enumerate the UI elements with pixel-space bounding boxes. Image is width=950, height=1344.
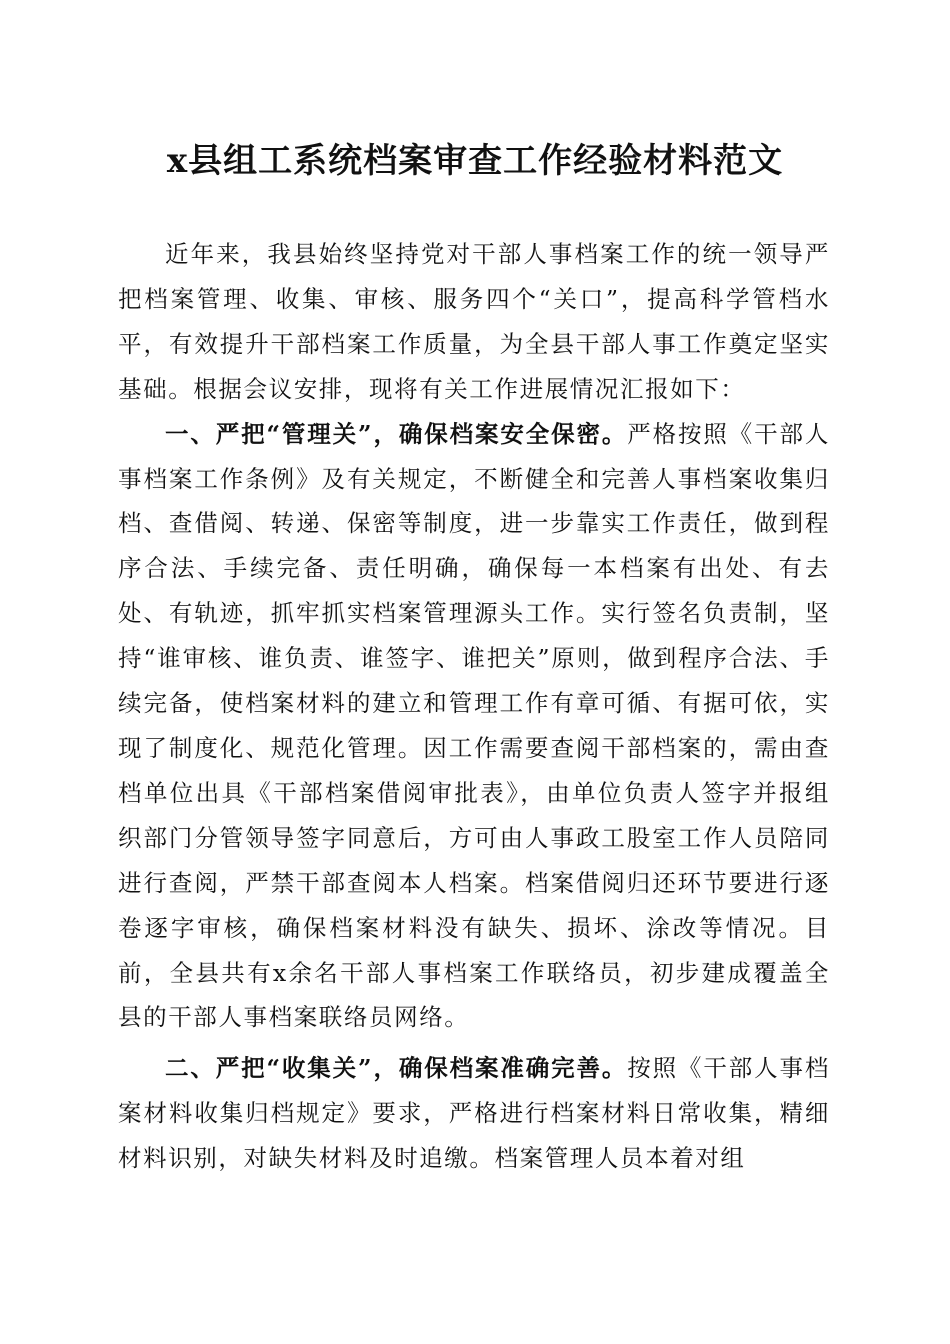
document-body	[118, 232, 830, 1181]
section-two-paragraph	[118, 1046, 830, 1181]
paragraph-text: 近年来，我县始终坚持党对干部人事档案工作的统一领导严把档案管理、收集、审核、服务四个“关口”，提高科学管档水平，有效提升干部档案工作质量，为全县干部人事工作奠定坚实基础。根据会议安排，现将有关工作进展情况汇报如下：	[118, 240, 830, 403]
paragraph-text: 按照《干部人事档案材料收集归档规定》要求，严格进行档案材料日常收集，精细材料识别，对缺失材料及时追缴。档案管理人员本着对组	[118, 1054, 830, 1173]
section-two-heading: 二、严把“收集关”，确保档案准确完善。	[165, 1054, 628, 1083]
section-one-heading: 一、严把“管理关”，确保档案安全保密。	[165, 419, 628, 448]
section-one-paragraph	[118, 412, 830, 1041]
document-title: x县组工系统档案审查工作经验材料范文	[166, 141, 784, 181]
paragraph-text: 严格按照《干部人事档案工作条例》及有关规定，不断健全和完善人事档案收集归档、查借阅、转递、保密等制度，进一步靠实工作责任，做到程序合法、手续完备、责任明确，确保每一本档案有出处、有去处、有轨迹，抓牢抓实档案管理源头工作。实行签名负责制，坚持“谁审核、谁负责、谁签字、谁把关”原则，做到程序合法、手续完备，使档案材料的建立和管理工作有章可循、有据可依，实现了制度化、规范化管理。因工作需要查阅干部档案的，需由查档单位出具《干部档案借阅审批表》，由单位负责人签字并报组织部门分管领导签字同意后，方可由人事政工股室工作人员陪同进行查阅，严禁干部查阅本人档案。档案借阅归还环节要进行逐卷逐字审核，确保档案材料没有缺失、损坏、涂改等情况。目前，全县共有x余名干部人事档案工作联络员，初步建成覆盖全县的干部人事档案联络员网络。	[118, 419, 830, 1032]
intro-paragraph	[118, 232, 830, 412]
